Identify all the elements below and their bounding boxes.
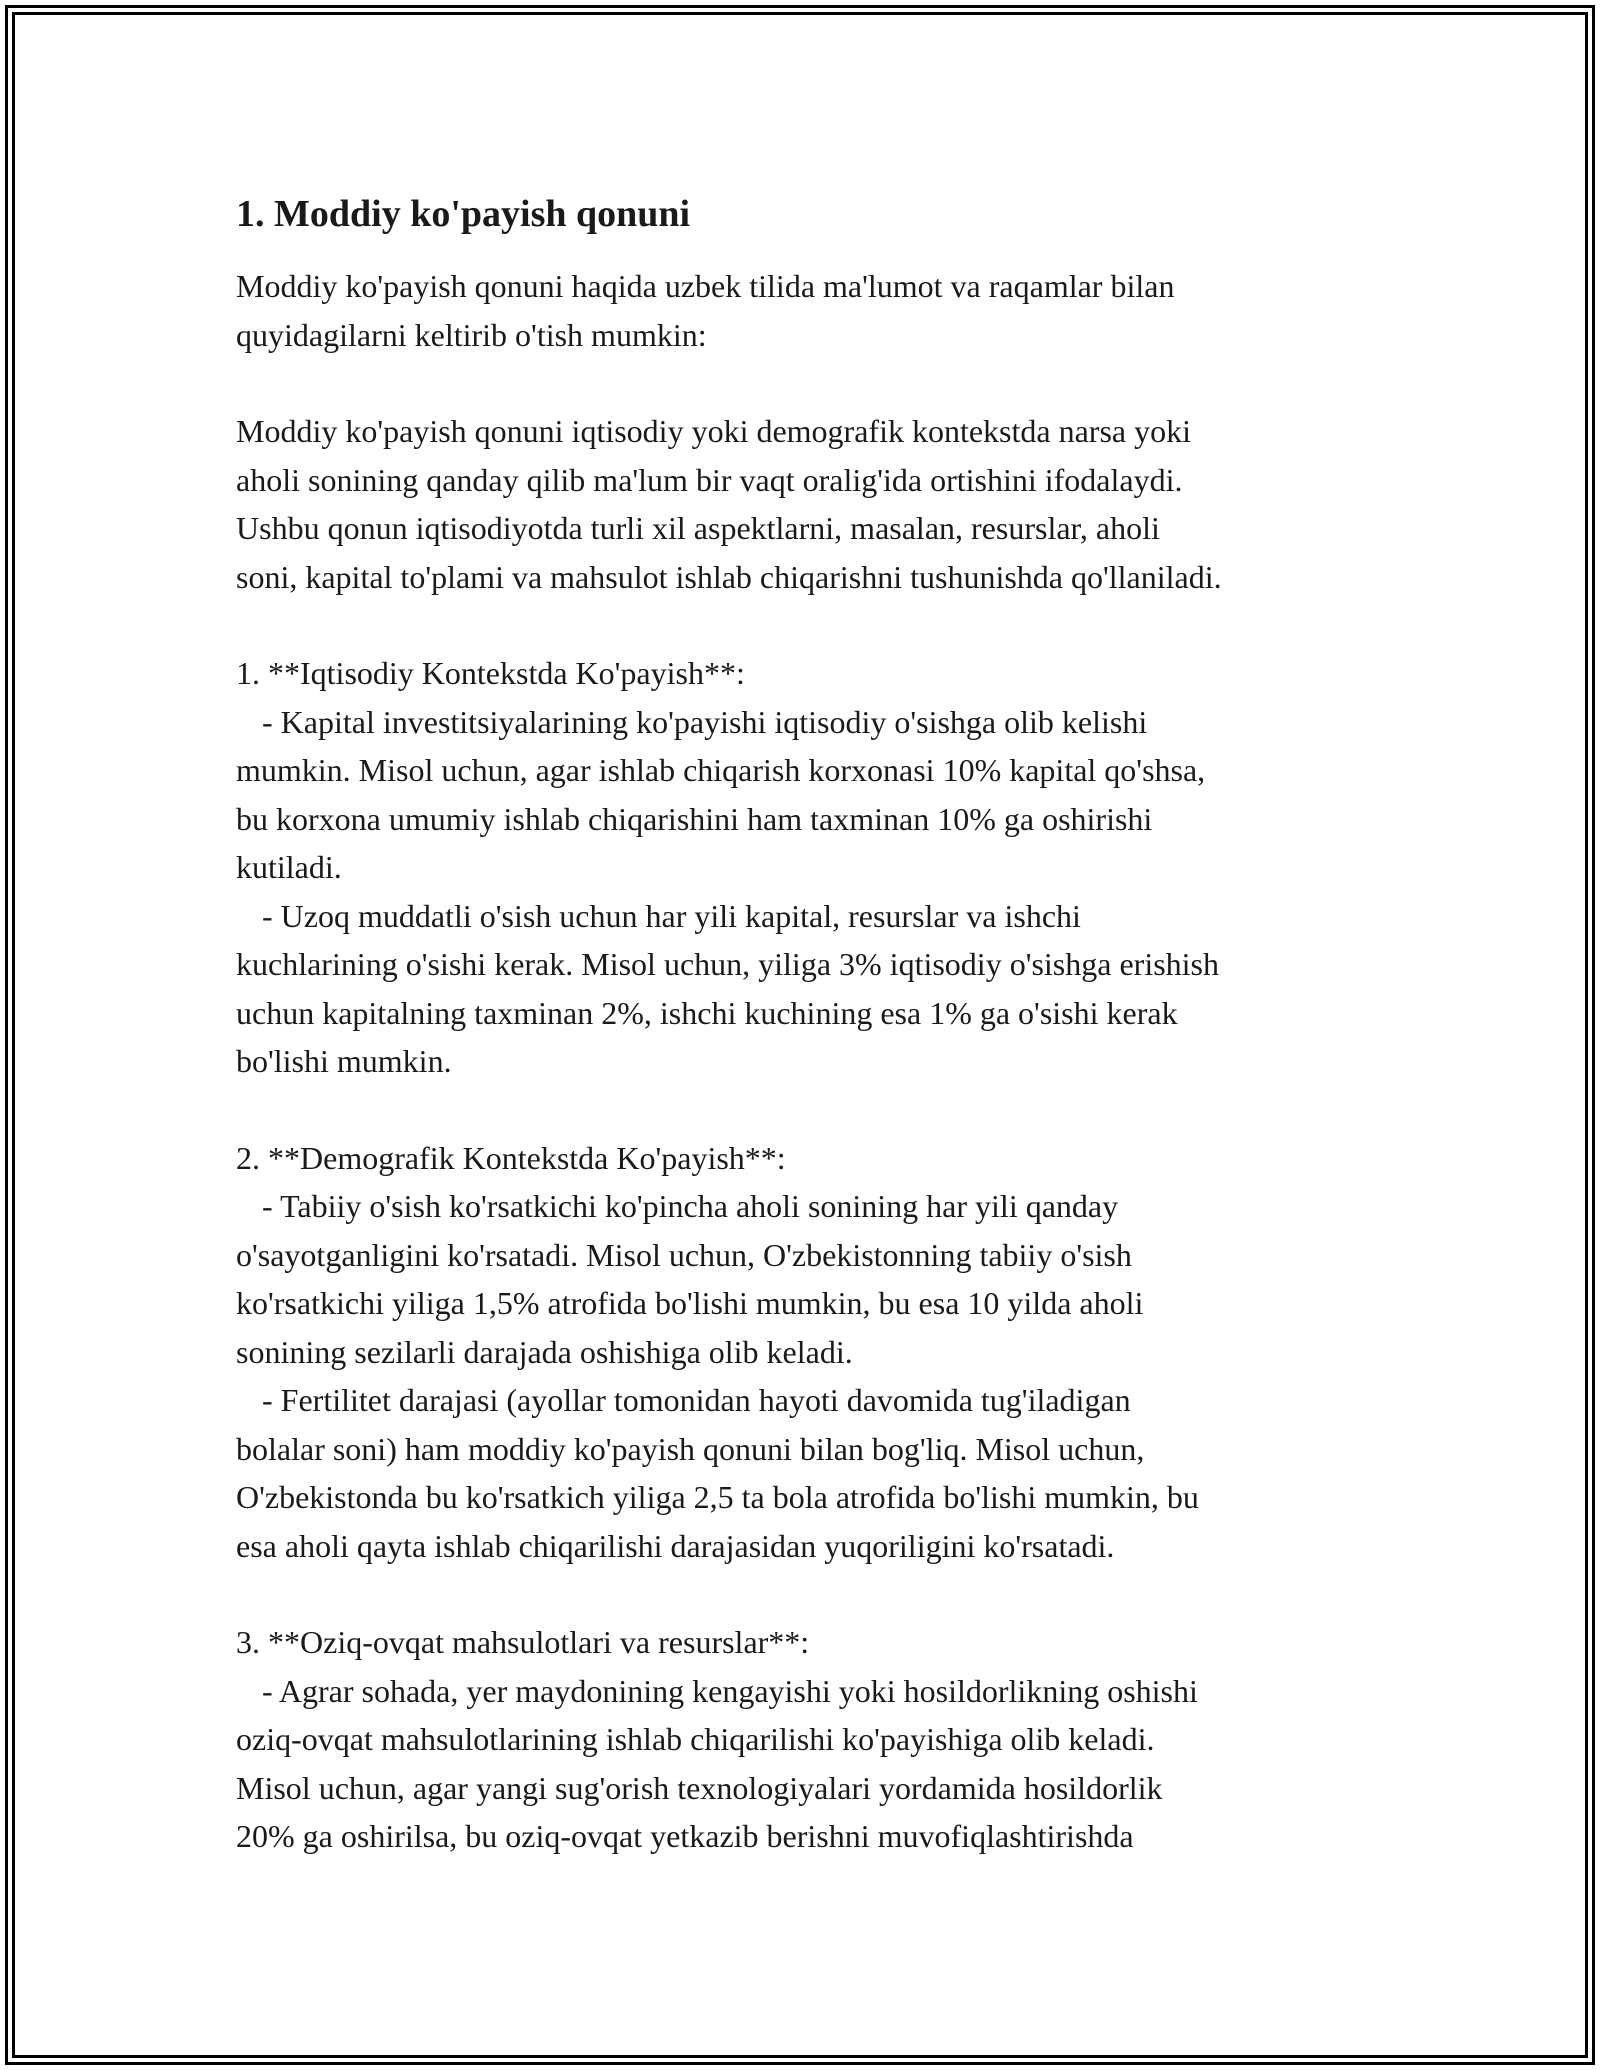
bullet-item [236,1376,1386,1570]
bullet-text: - Fertilitet darajasi (ayollar tomonidan hayoti davomida tug'iladigan bolalar soni) ham moddiy ko'payish qonuni bilan bog'liq. Misol uchun, O'zbekistonda bu ko'rsatkich yiliga 2,5 ta bola atrofida bo'lishi mumkin, bu esa aholi qayta ishlab chiqarilishi darajasidan yuqoriligini ko'rsatadi. [236,1382,1199,1564]
bullet-text: - Kapital investitsiyalarining ko'payishi iqtisodiy o'sishga olib kelishi mumkin. Misol uchun, agar ishlab chiqarish korxonasi 10% kapital qo'shsa, bu korxona umumiy ishlab chiqarishini ham taxminan 10% ga oshirishi kutiladi. [236,703,1206,885]
section-demographic [236,1134,1386,1571]
bullet-text: - Agrar sohada, yer maydonining kengayishi yoki hosildorlikning oshishi oziq-ovqat mahsulotlarining ishlab chiqarilishi ko'payishiga olib keladi. Misol uchun, agar yangi sug'orish texnologiyalari yordamida hosildorlik 20% ga oshirilsa, bu oziq-ovqat yetkazib berishni muvofiqlashtirishda [236,1672,1198,1854]
section-heading: 1. **Iqtisodiy Kontekstda Ko'payish**: [236,655,745,691]
bullet-text: - Tabiiy o'sish ko'rsatkichi ko'pincha aholi sonining har yili qanday o'sayotganligini ko'rsatadi. Misol uchun, O'zbekistonning tabiiy o'sish ko'rsatkichi yiliga 1,5% atrofida bo'lishi mumkin, bu esa 10 yilda aholi sonining sezilarli darajada oshishiga olib keladi. [236,1188,1144,1370]
bullet-text: - Uzoq muddatli o'sish uchun har yili kapital, resurslar va ishchi kuchlarining o'sishi kerak. Misol uchun, yiliga 3% iqtisodiy o'sishga erishish uchun kapitalning taxminan 2%, ishchi kuchining esa 1% ga o'sishi kerak bo'lishi mumkin. [236,897,1219,1079]
section-heading: 3. **Oziq-ovqat mahsulotlari va resurslar**: [236,1624,810,1660]
section-heading: 2. **Demografik Kontekstda Ko'payish**: [236,1139,786,1176]
document-title: 1. Moddiy ko'payish qonuni [236,193,691,235]
section-economic [236,649,1386,1086]
section-list [236,649,1386,1861]
intro-paragraph: Moddiy ko'payish qonuni haqida uzbek tilida ma'lumot va raqamlar bilan quyidagilarni keltirib o'tish mumkin: [236,268,1175,353]
bullet-item [236,1182,1386,1376]
document-body [236,186,1386,1861]
bullet-item [236,1667,1386,1861]
overview-paragraph: Moddiy ko'payish qonuni iqtisodiy yoki demografik kontekstda narsa yoki aholi sonining qanday qilib ma'lum bir vaqt oralig'ida ortishini ifodalaydi. Ushbu qonun iqtisodiyotda turli xil aspektlarni, masalan, resurslar, aholi soni, kapital to'plami va mahsulot ishlab chiqarishni tushunishda qo'llaniladi. [236,413,1222,595]
bullet-item [236,892,1386,1086]
bullet-item [236,698,1386,892]
section-food-resources [236,1618,1386,1861]
